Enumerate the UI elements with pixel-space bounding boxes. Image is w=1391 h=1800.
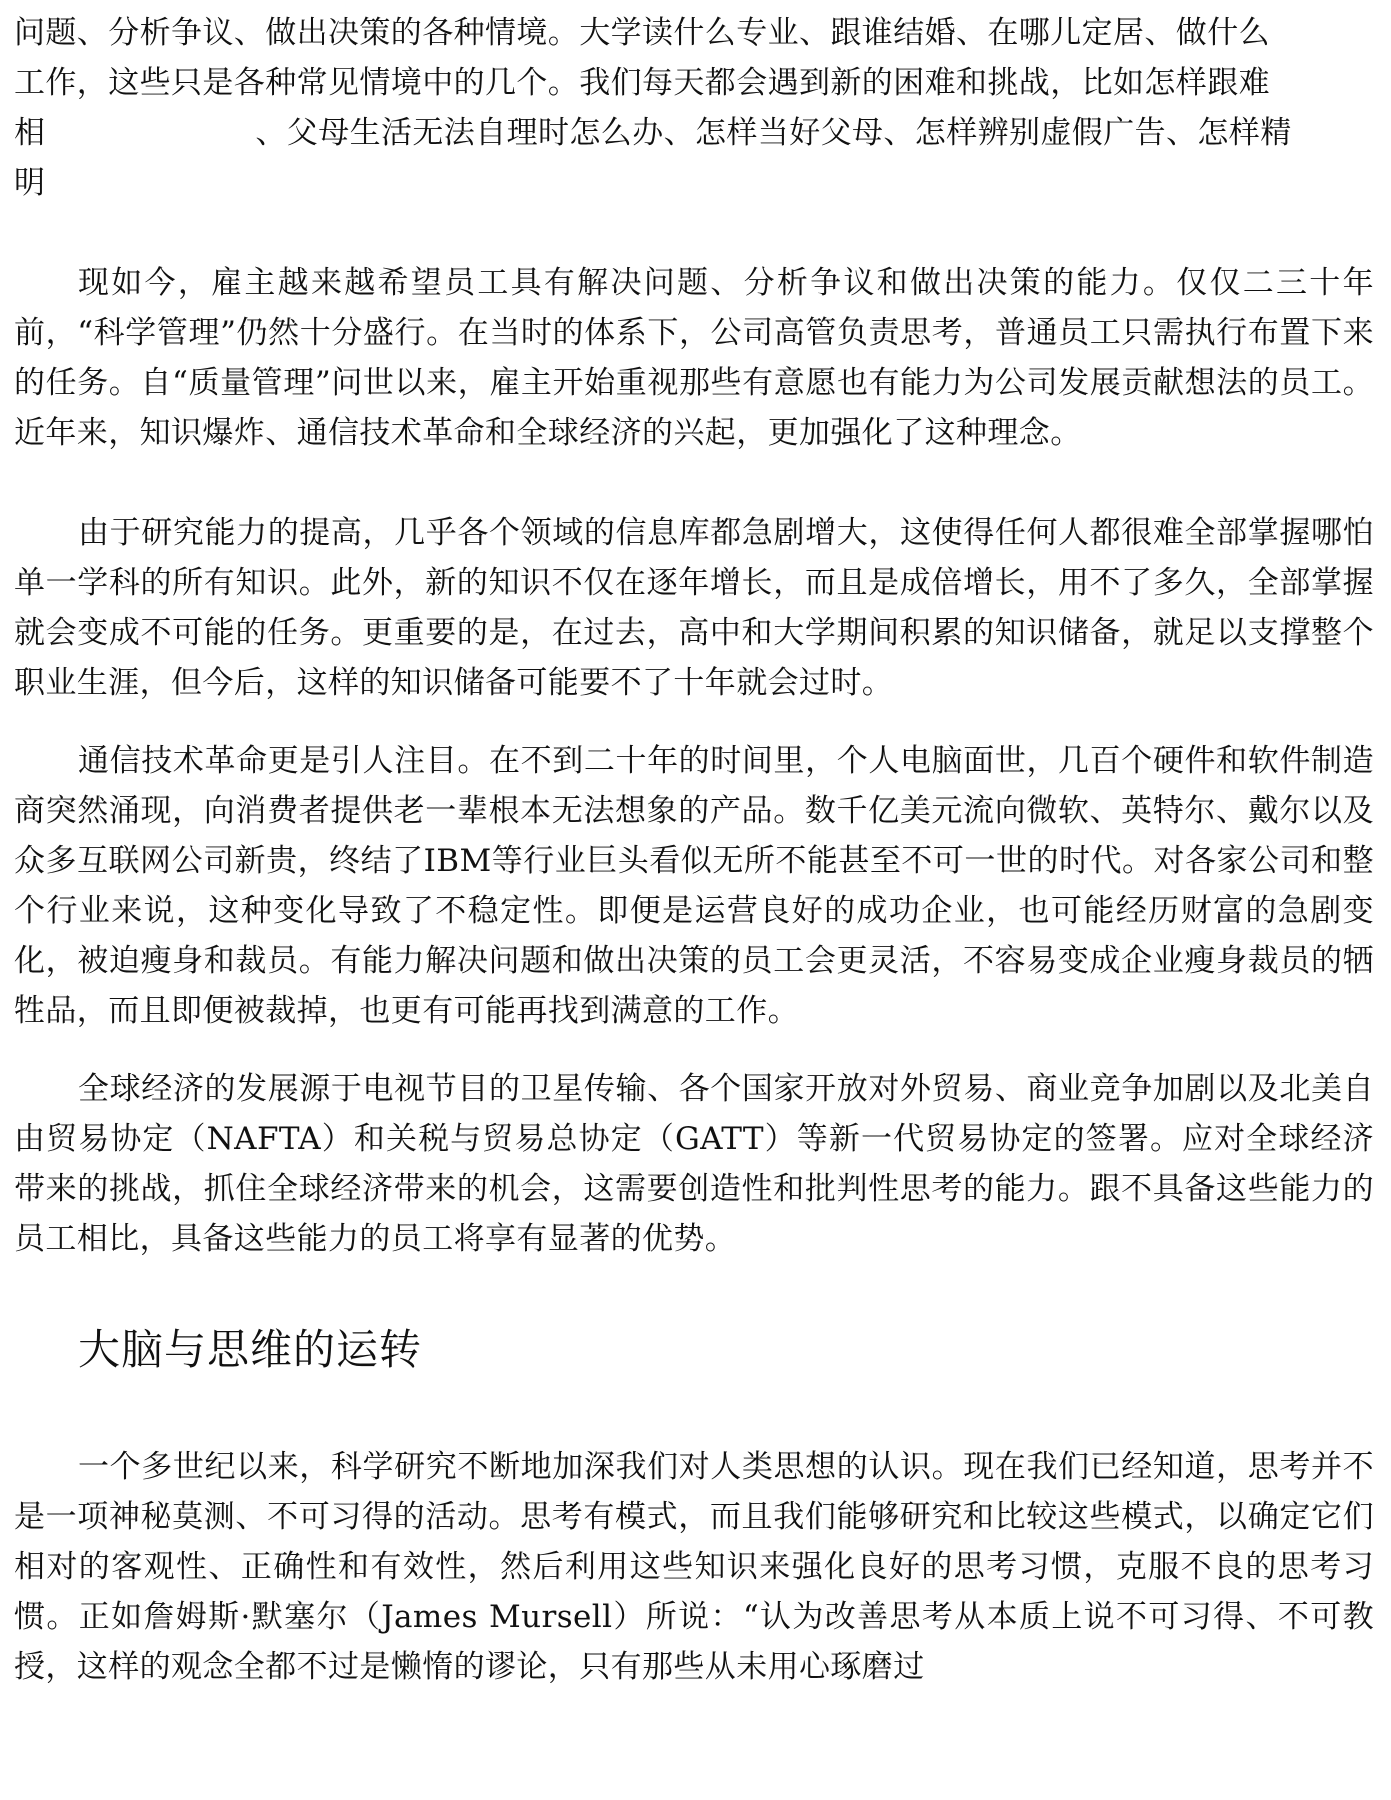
paragraph-line: 明 (14, 165, 46, 201)
paragraph-intro (14, 8, 1374, 208)
text-fragment: 相 (14, 115, 46, 151)
paragraph-knowledge-explosion: 由于研究能力的提高，几乎各个领域的信息库都急剧增大，这使得任何人都很难全部掌握哪怕单一学科的所有知识。此外，新的知识不仅在逐年增长，而且是成倍增长，用不了多久，全部掌握就会变成不可能的任务。更重要的是，在过去，高中和大学期间积累的知识储备，就足以支撑整个职业生涯，但今后，这样的知识储备可能要不了十年就会过时。 (14, 515, 1374, 701)
document-page (14, 8, 1374, 1692)
paragraph-global-economy: 全球经济的发展源于电视节目的卫星传输、各个国家开放对外贸易、商业竞争加剧以及北美自由贸易协定（NAFTA）和关税与贸易总协定（GATT）等新一代贸易协定的签署。应对全球经济带来的挑战，抓住全球经济带来的机会，这需要创造性和批判性思考的能力。跟不具备这些能力的员工相比，具备这些能力的员工将享有显著的优势。 (14, 1071, 1374, 1257)
text-fragment: 、父母生活无法自理时怎么办、怎样当好父母、怎样辨别虚假广告、怎样精 (255, 115, 1292, 151)
paragraph-brain-thinking: 一个多世纪以来，科学研究不断地加深我们对人类思想的认识。现在我们已经知道，思考并不是一项神秘莫测、不可习得的活动。思考有模式，而且我们能够研究和比较这些模式，以确定它们相对的客观性、正确性和有效性，然后利用这些知识来强化良好的思考习惯，克服不良的思考习惯。正如詹姆斯·默塞尔（James Mursell）所说：“认为改善思考从本质上说不可习得、不可教授，这样的观念全都不过是懒惰的谬论，只有那些从未用心琢磨过 (14, 1449, 1374, 1685)
paragraph-line: 工作，这些只是各种常见情境中的几个。我们每天都会遇到新的困难和挑战，比如怎样跟难 (14, 65, 1270, 101)
section-heading: 大脑与思维的运转 (78, 1325, 423, 1374)
paragraph-line (14, 108, 1374, 158)
paragraph-employer-expectations: 现如今，雇主越来越希望员工具有解决问题、分析争议和做出决策的能力。仅仅二三十年前，“科学管理”仍然十分盛行。在当时的体系下，公司高管负责思考，普通员工只需执行布置下来的任务。自“质量管理”问世以来，雇主开始重视那些有意愿也有能力为公司发展贡献想法的员工。近年来，知识爆炸、通信技术革命和全球经济的兴起，更加强化了这种理念。 (14, 265, 1374, 451)
paragraph-communication-revolution: 通信技术革命更是引人注目。在不到二十年的时间里，个人电脑面世，几百个硬件和软件制造商突然涌现，向消费者提供老一辈根本无法想象的产品。数千亿美元流向微软、英特尔、戴尔以及众多互联网公司新贵，终结了IBM等行业巨头看似无所不能甚至不可一世的时代。对各家公司和整个行业来说，这种变化导致了不稳定性。即便是运营良好的成功企业，也可能经历财富的急剧变化，被迫瘦身和裁员。有能力解决问题和做出决策的员工会更灵活，不容易变成企业瘦身裁员的牺牲品，而且即便被裁掉，也更有可能再找到满意的工作。 (14, 743, 1374, 1029)
paragraph-line: 问题、分析争议、做出决策的各种情境。大学读什么专业、跟谁结婚、在哪儿定居、做什么 (14, 15, 1270, 51)
